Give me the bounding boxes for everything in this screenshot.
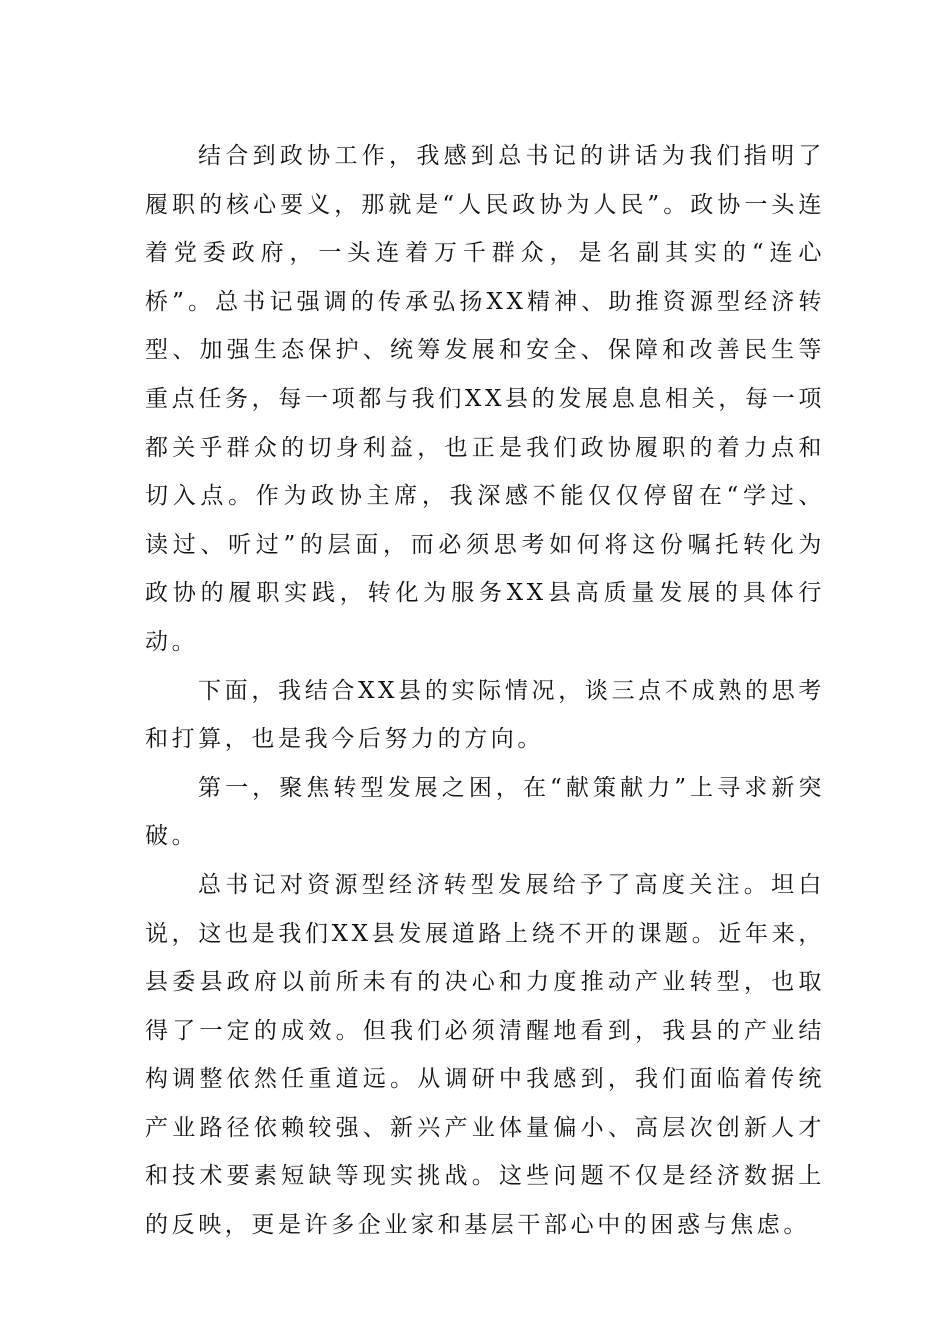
paragraph-three-points-intro: 下面，我结合XX县的实际情况，谈三点不成熟的思考和打算，也是我今后努力的方向。 bbox=[145, 677, 825, 753]
paragraph-economic-transformation: 总书记对资源型经济转型发展给予了高度关注。坦白说，这也是我们XX县发展道路上绕不开的课题。近年来，县委县政府以前所未有的决心和力度推动产业转型，也取得了一定的成效。但我们必须清醒地看到，我县的产业结构调整依然任重道远。从调研中我感到，我们面临着传统产业路径依赖较强、新兴产业体量偏小、高层次创新人才和技术要素短缺等现实挑战。这些问题不仅是经济数据上的反映，更是许多企业家和基层干部心中的困惑与焦虑。 bbox=[145, 871, 825, 1239]
paragraph-political-consultation-role: 结合到政协工作，我感到总书记的讲话为我们指明了履职的核心要义，那就是“人民政协为人民”。政协一头连着党委政府，一头连着万千群众，是名副其实的“连心桥”。总书记强调的传承弘扬XX精神、助推资源型经济转型、加强生态保护、统筹发展和安全、保障和改善民生等重点任务，每一项都与我们XX县的发展息息相关，每一项都关乎群众的切身利益，也正是我们政协履职的着力点和切入点。作为政协主席，我深感不能仅仅停留在“学过、读过、听过”的层面，而必须思考如何将这份嘱托转化为政协的履职实践，转化为服务XX县高质量发展的具体行动。 bbox=[145, 143, 825, 655]
document-page bbox=[145, 132, 825, 1250]
paragraph-first-point-heading: 第一，聚焦转型发展之困，在“献策献力”上寻求新突破。 bbox=[145, 774, 825, 850]
